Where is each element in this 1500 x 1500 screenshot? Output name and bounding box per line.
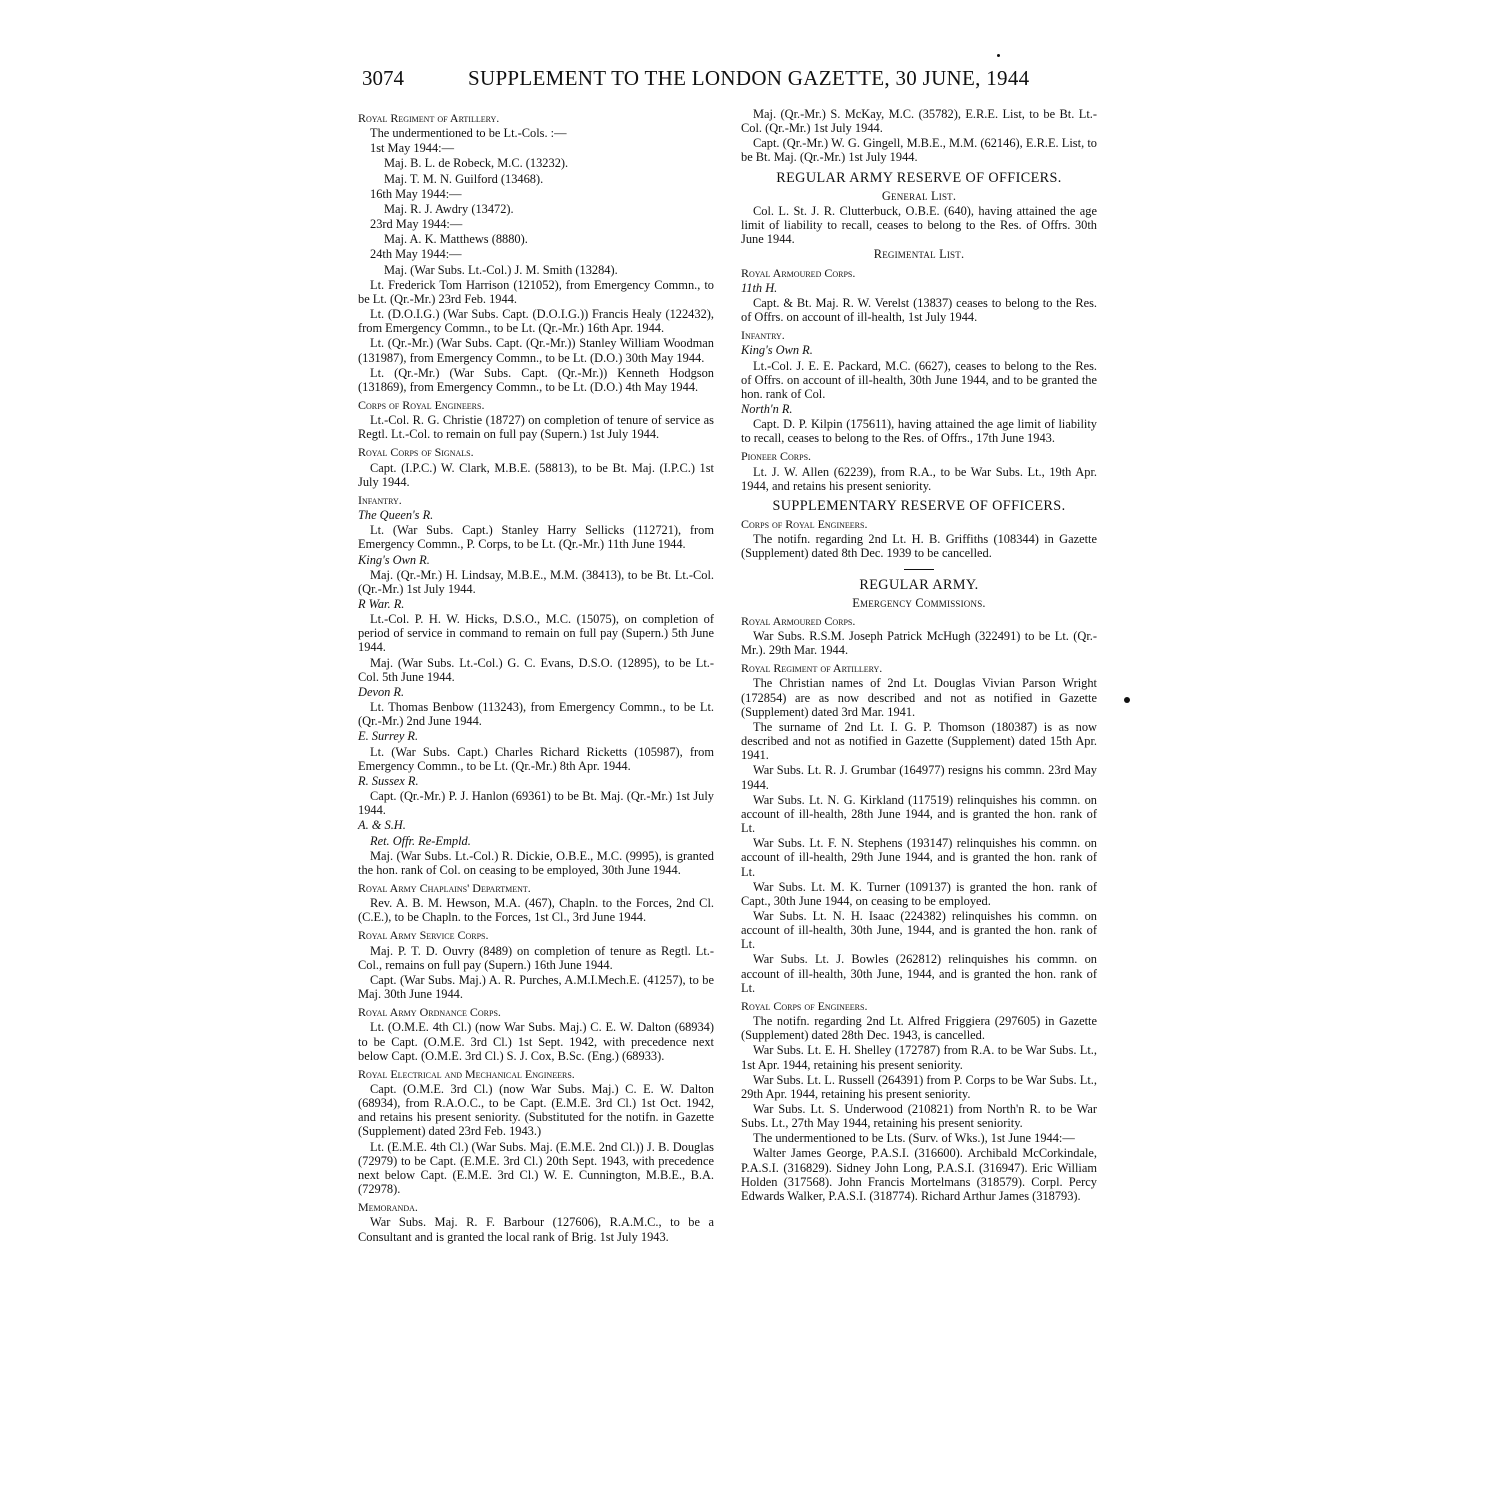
paragraph: The notifn. regarding 2nd Lt. H. B. Griffiths (108344) in Gazette (Supplement) dated 8th Dec. 1939 to be cancelled. — [741, 532, 1097, 561]
section-heading: Royal Regiment of Artillery. — [741, 661, 883, 676]
paragraph: The undermentioned to be Lts. (Surv. of Wks.), 1st June 1944:— — [753, 1131, 1075, 1146]
paragraph: Lt. (Qr.-Mr.) (War Subs. Capt. (Qr.-Mr.)) Stanley William Woodman (131987), from Emergency Commn., to be Lt. (D.O.) 30th May 1944. — [358, 336, 714, 365]
paragraph: Maj. (War Subs. Lt.-Col.) R. Dickie, O.B.E., M.C. (9995), is granted the hon. rank of Col. on ceasing to be employed, 30th June 1944. — [358, 848, 714, 877]
paragraph: Capt. (War Subs. Maj.) A. R. Purches, A.M.I.Mech.E. (41257), to be Maj. 30th June 1944. — [358, 972, 714, 1002]
regiment-heading: R War. R. — [358, 597, 405, 611]
section-heading: Royal Corps of Engineers. — [741, 998, 868, 1013]
section-heading: Infantry. — [358, 492, 402, 507]
paragraph: War Subs. Lt. R. J. Grumbar (164977) resigns his commn. 23rd May 1944. — [741, 763, 1097, 792]
paragraph: War Subs. Lt. J. Bowles (262812) relinquishes his commn. on account of ill-health, 30th June, 1944, and is granted the hon. rank of Lt. — [741, 952, 1097, 995]
major-heading: REGULAR ARMY. — [859, 576, 979, 593]
list-item: Maj. R. J. Awdry (13472). — [384, 201, 514, 216]
paragraph: Lt. (E.M.E. 4th Cl.) (War Subs. Maj. (E.M.E. 2nd Cl.)) J. B. Douglas (72979) to be Capt. (E.M.E. 3rd Cl.) 20th Sept. 1943, with precedence next below Capt. (E.M.E. 3rd Cl.) W. E. Cunnington, M.B.E., B.A. (72978). — [358, 1139, 714, 1197]
section-rule — [904, 569, 934, 570]
paragraph: Capt. (Qr.-Mr.) P. J. Hanlon (69361) to be Bt. Maj. (Qr.-Mr.) 1st July 1944. — [358, 789, 714, 818]
paragraph: Lt.-Col. P. H. W. Hicks, D.S.O., M.C. (15075), on completion of period of service in command to remain on full pay (Supern.) 5th June 1944. — [358, 612, 714, 655]
regiment-heading: Ret. Offr. Re-Empld. — [370, 833, 471, 848]
paragraph: War Subs. Lt. N. G. Kirkland (117519) relinquishes his commn. on account of ill-health, 28th June 1944, and is granted the hon. rank of Lt. — [741, 792, 1097, 836]
paragraph: Lt.-Col. R. G. Christie (18727) on completion of tenure of service as Regtl. Lt.-Col. to remain on full pay (Supern.) 1st July 1944. — [358, 413, 714, 442]
paragraph: Capt. & Bt. Maj. R. W. Verelst (13837) ceases to belong to the Res. of Offrs. on account of ill-health, 1st July 1944. — [741, 295, 1097, 325]
page-number: 3074 — [362, 66, 404, 90]
section-heading: Corps of Royal Engineers. — [741, 517, 868, 532]
paragraph: Lt. (Qr.-Mr.) (War Subs. Capt. (Qr.-Mr.)) Kenneth Hodgson (131869), from Emergency Commn., to be Lt. (D.O.) 4th May 1944. — [358, 365, 714, 394]
paragraph: War Subs. Lt. L. Russell (264391) from P. Corps to be War Subs. Lt., 29th Apr. 1944, retaining his present seniority. — [741, 1072, 1097, 1101]
section-heading: Royal Armoured Corps. — [741, 613, 856, 628]
paragraph: Lt. J. W. Allen (62239), from R.A., to be War Subs. Lt., 19th Apr. 1944, and retains his present seniority. — [741, 464, 1097, 493]
section-heading: Royal Army Ordnance Corps. — [358, 1005, 501, 1020]
paragraph: Maj. (Qr.-Mr.) H. Lindsay, M.B.E., M.M. (38413), to be Bt. Lt.-Col. (Qr.-Mr.) 1st July 1944. — [358, 567, 714, 596]
regiment-heading: The Queen's R. — [358, 508, 434, 523]
section-heading: Pioneer Corps. — [741, 449, 812, 464]
paragraph: Lt. (War Subs. Capt.) Stanley Harry Sellicks (112721), from Emergency Commn., P. Corps, to be Lt. (Qr.-Mr.) 11th June 1944. — [358, 523, 714, 552]
ink-speck — [997, 54, 1000, 57]
list-item: 1st May 1944:— — [370, 141, 454, 156]
paragraph: Maj. (War Subs. Lt.-Col.) G. C. Evans, D.S.O. (12895), to be Lt.-Col. 5th June 1944. — [358, 655, 714, 684]
section-heading: Royal Regiment of Artillery. — [358, 111, 500, 125]
paragraph: Lt. (D.O.I.G.) (War Subs. Capt. (D.O.I.G.)) Francis Healy (122432), from Emergency Commn., to be Lt. (Qr.-Mr.) 16th Apr. 1944. — [358, 307, 714, 336]
list-item: Maj. B. L. de Robeck, M.C. (13232). — [384, 156, 569, 171]
paragraph: Capt. (O.M.E. 3rd Cl.) (now War Subs. Maj.) C. E. W. Dalton (68934), from R.A.O.C., to be Capt. (E.M.E. 3rd Cl.) 1st Oct. 1942, and retains his present seniority. (Substituted for the notifn. in Gazette (Supplement) dated 23rd Feb. 1943.) — [358, 1082, 714, 1139]
paragraph: Lt. (O.M.E. 4th Cl.) (now War Subs. Maj.) C. E. W. Dalton (68934) to be Capt. (O.M.E. 3rd Cl.) 1st Sept. 1942, with precedence next below Capt. (O.M.E. 3rd Cl.) S. J. Cox, B.Sc. (Eng.) (68933). — [358, 1020, 714, 1063]
list-subheading: Emergency Commissions. — [852, 595, 986, 610]
section-heading: Corps of Royal Engineers. — [358, 397, 485, 412]
paragraph: Lt.-Col. J. E. E. Packard, M.C. (6627), ceases to belong to the Res. of Offrs. on account of ill-health, 30th June 1944, and to be granted the hon. rank of Col. — [741, 358, 1097, 401]
section-heading: Royal Electrical and Mechanical Engineers. — [358, 1066, 575, 1081]
section-heading: Royal Armoured Corps. — [741, 265, 856, 280]
regiment-heading: King's Own R. — [741, 343, 813, 358]
section-heading: Royal Corps of Signals. — [358, 445, 474, 460]
list-item: Maj. A. K. Matthews (8880). — [384, 232, 528, 247]
paragraph: War Subs. Lt. N. H. Isaac (224382) relinquishes his commn. on account of ill-health, 30th June, 1944, and is granted the hon. rank of Lt. — [741, 908, 1097, 952]
right-column — [741, 107, 1097, 1204]
paragraph: Walter James George, P.A.S.I. (316600). Archibald McCorkindale, P.A.S.I. (316829). Sidney John Long, P.A.S.I. (316947). Eric William Holden (317568). John Francis Mortelmans (318579). Corpl. Percy Edwards Walker, P.A.S.I. (318774). Richard Arthur James (318793). — [741, 1146, 1097, 1203]
paragraph: The notifn. regarding 2nd Lt. Alfred Friggiera (297605) in Gazette (Supplement) dated 28th Dec. 1943, is cancelled. — [741, 1014, 1097, 1043]
regiment-heading: A. & S.H. — [358, 818, 406, 833]
list-item: 16th May 1944:— — [370, 186, 462, 201]
paragraph: Rev. A. B. M. Hewson, M.A. (467), Chapln. to the Forces, 2nd Cl. (C.E.), to be Chapln. to the Forces, 1st Cl., 3rd June 1944. — [358, 896, 714, 925]
paragraph: Maj. P. T. D. Ouvry (8489) on completion of tenure as Regtl. Lt.-Col., remains on full pay (Supern.) 16th June 1944. — [358, 943, 714, 972]
paragraph: Lt. Frederick Tom Harrison (121052), from Emergency Commn., to be Lt. (Qr.-Mr.) 23rd Feb. 1944. — [358, 277, 714, 306]
paragraph: The surname of 2nd Lt. I. G. P. Thomson (180387) is as now described and not as notified in Gazette (Supplement) dated 15th Apr. 1941. — [741, 719, 1097, 763]
list-item: Maj. T. M. N. Guilford (13468). — [384, 171, 544, 186]
section-heading: Memoranda. — [358, 1200, 418, 1215]
paragraph: War Subs. R.S.M. Joseph Patrick McHugh (322491) to be Lt. (Qr.-Mr.). 29th Mar. 1944. — [741, 629, 1097, 658]
regiment-heading: Devon R. — [358, 684, 405, 699]
regiment-heading: King's Own R. — [358, 552, 430, 567]
paragraph: War Subs. Maj. R. F. Barbour (127606), R.A.M.C., to be a Consultant and is granted the local rank of Brig. 1st July 1943. — [358, 1215, 714, 1244]
paragraph: Col. L. St. J. R. Clutterbuck, O.B.E. (640), having attained the age limit of liability to recall, ceases to belong to the Res. of Offrs. 30th June 1944. — [741, 203, 1097, 247]
list-item: 24th May 1944:— — [370, 247, 462, 262]
paragraph: Capt. (I.P.C.) W. Clark, M.B.E. (58813), to be Bt. Maj. (I.P.C.) 1st July 1944. — [358, 460, 714, 489]
paragraph: War Subs. Lt. E. H. Shelley (172787) from R.A. to be War Subs. Lt., 1st Apr. 1944, retaining his present seniority. — [741, 1043, 1097, 1072]
major-heading: REGULAR ARMY RESERVE OF OFFICERS. — [776, 169, 1062, 186]
section-heading: Infantry. — [741, 328, 785, 343]
regiment-heading: E. Surrey R. — [358, 729, 419, 744]
regiment-heading: R. Sussex R. — [358, 773, 419, 788]
list-item: Maj. (War Subs. Lt.-Col.) J. M. Smith (13284). — [384, 262, 618, 277]
paragraph: Maj. (Qr.-Mr.) S. McKay, M.C. (35782), E.R.E. List, to be Bt. Lt.-Col. (Qr.-Mr.) 1st July 1944. — [741, 107, 1097, 136]
list-item: The undermentioned to be Lt.-Cols. :— — [370, 126, 567, 141]
section-heading: Royal Army Chaplains' Department. — [358, 880, 531, 895]
paragraph: War Subs. Lt. S. Underwood (210821) from North'n R. to be War Subs. Lt., 27th May 1944, retaining his present seniority. — [741, 1102, 1097, 1131]
ink-dot — [1124, 697, 1130, 703]
regiment-heading: 11th H. — [741, 280, 778, 295]
paragraph: The Christian names of 2nd Lt. Douglas Vivian Parson Wright (172854) are as now described and not as notified in Gazette (Supplement) dated 3rd Mar. 1941. — [741, 676, 1097, 719]
paragraph: War Subs. Lt. F. N. Stephens (193147) relinquishes his commn. on account of ill-health, 29th June 1944, and is granted the hon. rank of Lt. — [741, 836, 1097, 879]
left-column — [358, 107, 714, 1245]
list-subheading: Regimental List. — [873, 247, 965, 262]
major-heading: SUPPLEMENTARY RESERVE OF OFFICERS. — [772, 497, 1066, 514]
paragraph: Lt. Thomas Benbow (113243), from Emergency Commn., to be Lt. (Qr.-Mr.) 2nd June 1944. — [358, 700, 714, 729]
list-item: 23rd May 1944:— — [370, 217, 463, 232]
list-subheading: General List. — [881, 188, 957, 203]
paragraph: War Subs. Lt. M. K. Turner (109137) is granted the hon. rank of Capt., 30th June 1944, on ceasing to be employed. — [741, 879, 1097, 908]
page-header-title: SUPPLEMENT TO THE LONDON GAZETTE, 30 JUNE, 1944 — [468, 66, 1030, 90]
paragraph: Lt. (War Subs. Capt.) Charles Richard Ricketts (105987), from Emergency Commn., to be Lt. (Qr.-Mr.) 8th Apr. 1944. — [358, 744, 714, 773]
regiment-heading: North'n R. — [741, 401, 793, 416]
paragraph: Capt. D. P. Kilpin (175611), having attained the age limit of liability to recall, ceases to belong to the Res. of Offrs., 17th June 1943. — [741, 417, 1097, 446]
paragraph: Capt. (Qr.-Mr.) W. G. Gingell, M.B.E., M.M. (62146), E.R.E. List, to be Bt. Maj. (Qr.-Mr.) 1st July 1944. — [741, 136, 1097, 165]
section-heading: Royal Army Service Corps. — [358, 928, 489, 943]
